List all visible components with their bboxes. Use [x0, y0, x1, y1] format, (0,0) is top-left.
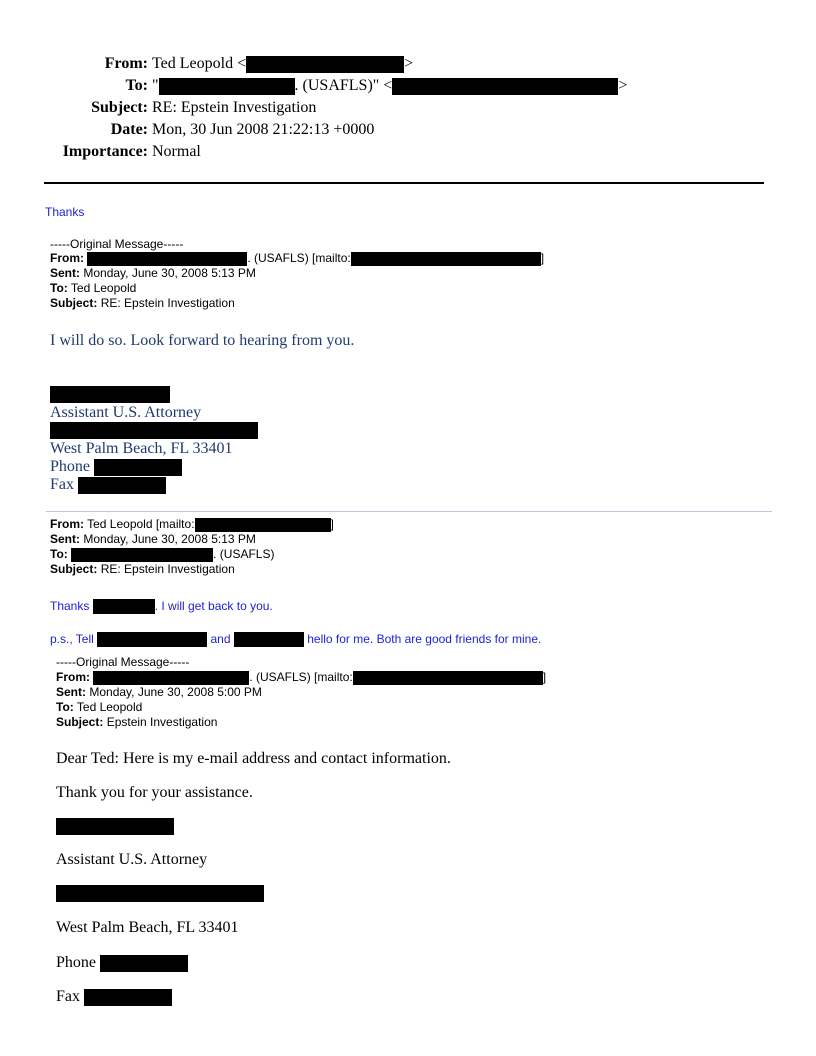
quote1-sig-phone: Phone: [50, 458, 90, 475]
quote2-sent-row: [50, 532, 256, 546]
header-divider: [44, 182, 764, 184]
redaction: [351, 252, 541, 266]
redaction: [50, 422, 258, 439]
original-message-divider: -----Original Message-----: [56, 655, 190, 669]
quote2-from-row: [50, 517, 334, 532]
quote1-from-end: ]: [540, 251, 545, 265]
quote3-from-mid: . (USAFLS) [mailto:: [249, 670, 353, 684]
importance-value: Normal: [152, 143, 201, 160]
quote1-to-row: [50, 281, 136, 295]
quote1-from-mid: . (USAFLS) [mailto:: [247, 251, 351, 265]
header-date-row: [0, 119, 816, 141]
importance-label: Importance:: [62, 143, 148, 160]
redaction: [195, 518, 331, 532]
redaction: [392, 78, 618, 95]
quote3-subject-value: Epstein Investigation: [106, 715, 218, 729]
quote3-sent-row: [56, 685, 262, 699]
quote3-sig-phone: Phone: [56, 954, 96, 971]
redaction: [246, 56, 404, 73]
redaction: [97, 632, 207, 647]
quote3-to-row: [56, 700, 142, 714]
quote2-thanks-post: . I will get back to you.: [154, 599, 273, 613]
redaction: [78, 477, 166, 494]
quote2-subject-value: RE: Epstein Investigation: [100, 562, 235, 576]
original-message-divider: -----Original Message-----: [50, 237, 184, 251]
subject-label: Subject:: [91, 99, 148, 116]
quote2-subject-row: [50, 562, 235, 576]
redaction: [84, 989, 172, 1006]
quote1-to-label: To:: [50, 281, 68, 295]
redaction: [56, 818, 174, 835]
quote1-sig-phone-row: [50, 458, 182, 476]
quote3-sent-label: Sent:: [56, 685, 86, 699]
quote1-sent-row: [50, 266, 256, 280]
redaction: [159, 78, 295, 95]
reply-text: Thanks: [45, 205, 85, 219]
quote2-to-end: . (USAFLS): [213, 547, 275, 561]
quote2-from-label: From:: [50, 517, 84, 531]
quote-divider: [46, 511, 772, 512]
redaction: [93, 599, 155, 614]
subject-value: RE: Epstein Investigation: [152, 99, 317, 116]
redaction: [94, 459, 182, 476]
redaction: [50, 386, 170, 403]
quote1-from-row: [50, 251, 544, 266]
quote2-sent-value: Monday, June 30, 2008 5:13 PM: [83, 532, 256, 546]
quote1-subject-label: Subject:: [50, 296, 98, 310]
quote2-thanks-row: [50, 598, 273, 614]
quote2-from-end: ]: [330, 517, 334, 531]
quote3-sent-value: Monday, June 30, 2008 5:00 PM: [89, 685, 262, 699]
quote1-sig-fax: Fax: [50, 476, 74, 493]
quote2-ps-and: and: [210, 632, 231, 646]
date-value: Mon, 30 Jun 2008 21:22:13 +0000: [152, 121, 375, 138]
quote2-thanks-pre: Thanks: [50, 599, 90, 613]
redaction: [234, 632, 304, 647]
quote1-sig-fax-row: [50, 476, 166, 494]
quote2-sent-label: Sent:: [50, 532, 80, 546]
header-importance-row: [0, 141, 816, 163]
redaction: [56, 885, 264, 902]
to-open: ": [152, 77, 159, 94]
quote2-ps-post: hello for me. Both are good friends for mine.: [307, 632, 542, 646]
quote1-sig-city: West Palm Beach, FL 33401: [50, 440, 233, 457]
quote1-sent-label: Sent:: [50, 266, 80, 280]
quote1-from-label: From:: [50, 251, 84, 265]
quote3-to-label: To:: [56, 700, 74, 714]
quote1-subject-row: [50, 296, 235, 310]
redaction: [71, 548, 213, 562]
email-header: [0, 53, 816, 163]
quote2-to-label: To:: [50, 547, 68, 561]
to-label: To:: [125, 77, 148, 94]
quote3-body2: Thank you for your assistance.: [56, 784, 253, 801]
quote1-sent-value: Monday, June 30, 2008 5:13 PM: [83, 266, 256, 280]
quote2-ps-row: [50, 631, 541, 647]
from-end: >: [404, 55, 414, 72]
quote3-to-value: Ted Leopold: [76, 700, 143, 714]
quote3-sig-fax-row: [56, 988, 172, 1006]
redaction: [100, 955, 188, 972]
redaction: [87, 252, 247, 266]
redaction: [93, 671, 249, 685]
from-name: Ted Leopold <: [152, 55, 247, 72]
quote2-to-row: [50, 547, 274, 562]
quote2-subject-label: Subject:: [50, 562, 98, 576]
quote3-from-end: ]: [542, 670, 547, 684]
quote3-sig-fax: Fax: [56, 988, 80, 1005]
quote2-ps-pre: p.s., Tell: [50, 632, 94, 646]
quote1-body: I will do so. Look forward to hearing from you.: [50, 332, 355, 349]
quote1-subject-value: RE: Epstein Investigation: [100, 296, 235, 310]
quote3-sig-phone-row: [56, 954, 188, 972]
redaction: [353, 671, 543, 685]
quote3-subject-row: [56, 715, 217, 729]
quote1-to-value: Ted Leopold: [70, 281, 137, 295]
to-mid: . (USAFLS)" <: [294, 77, 393, 94]
from-label: From:: [104, 55, 148, 72]
quote3-from-label: From:: [56, 670, 90, 684]
header-subject-row: [0, 97, 816, 119]
quote2-from-value: Ted Leopold [mailto:: [87, 517, 195, 531]
quote3-subject-label: Subject:: [56, 715, 104, 729]
quote3-sig-city: West Palm Beach, FL 33401: [56, 919, 239, 936]
header-from-row: [0, 53, 816, 75]
quote1-sig-title: Assistant U.S. Attorney: [50, 404, 202, 421]
quote3-body1: Dear Ted: Here is my e-mail address and contact information.: [56, 750, 451, 767]
to-end: >: [618, 77, 628, 94]
header-to-row: [0, 75, 816, 97]
date-label: Date:: [110, 121, 148, 138]
quote3-sig-title: Assistant U.S. Attorney: [56, 851, 208, 868]
quote3-from-row: [56, 670, 546, 685]
